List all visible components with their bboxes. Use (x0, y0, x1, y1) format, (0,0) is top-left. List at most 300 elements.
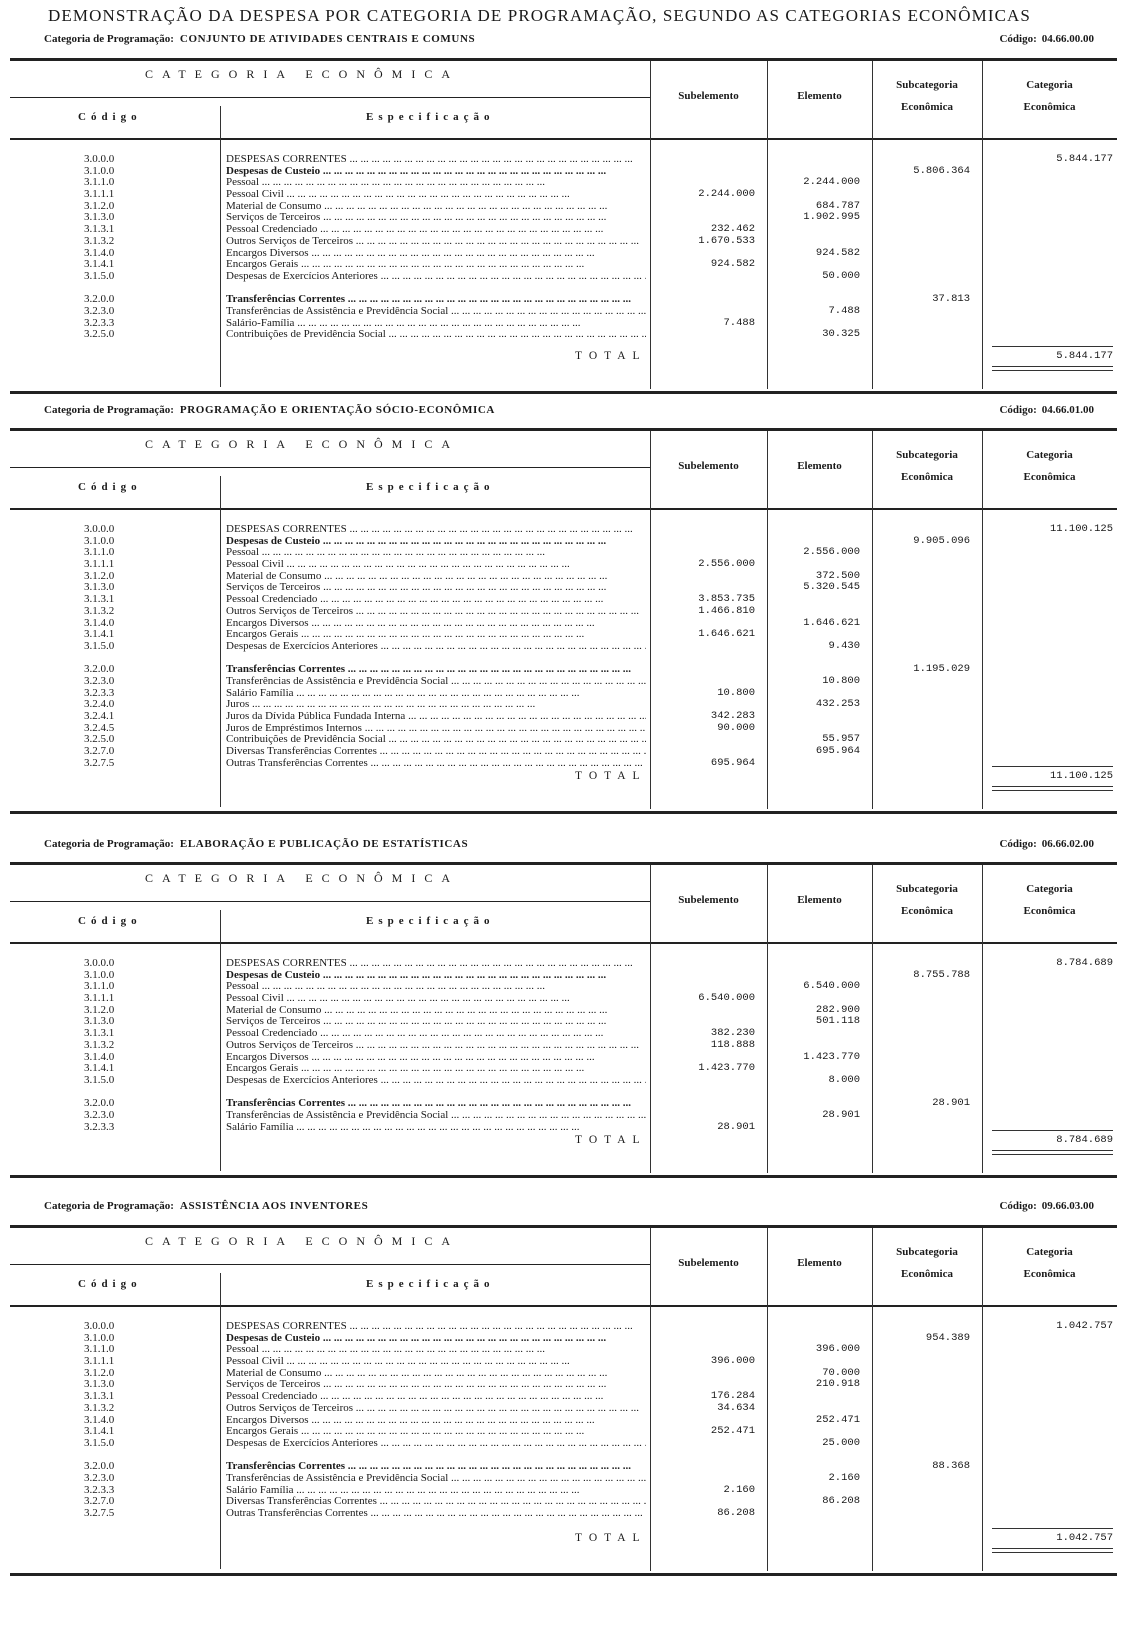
table-row (10, 641, 1117, 653)
cell-specification-text: Despesas de Exercícios Anteriores (226, 270, 378, 282)
cell-code: 3.2.7.5 (84, 756, 115, 769)
cell-specification (226, 271, 646, 283)
cell-specification-text: Despesas de Exercícios Anteriores (226, 640, 378, 652)
program-code-value: 04.66.01.00 (1041, 404, 1094, 416)
cell-subcategoria: 1.195.029 (913, 663, 970, 676)
cell-elemento: 432.253 (815, 698, 860, 711)
cell-specification (226, 294, 646, 306)
program-category-name: PROGRAMAÇÃO E ORIENTAÇÃO SÓCIO-ECONÔMICA (179, 404, 495, 416)
table-row (10, 248, 1117, 260)
table-row (10, 1344, 1117, 1356)
table-row (10, 676, 1117, 688)
table-row (10, 1368, 1117, 1380)
rule-bottom (10, 1573, 1117, 1576)
table-row (10, 177, 1117, 189)
cell-specification-text: Encargos Gerais (226, 629, 299, 641)
header-subcategoria (872, 1241, 982, 1285)
cell-elemento: 501.118 (815, 1015, 860, 1028)
cell-specification (226, 559, 646, 571)
program-code-value: 09.66.03.00 (1041, 1200, 1094, 1212)
cell-specification (226, 166, 646, 178)
cell-specification (226, 201, 646, 213)
cell-specification (226, 1321, 646, 1333)
table-row (10, 547, 1117, 559)
cell-code: 3.1.0.0 (84, 534, 115, 547)
cell-code: 3.1.3.0 (84, 581, 115, 594)
cell-specification (226, 1473, 646, 1485)
cell-code: 3.2.4.5 (84, 721, 115, 734)
cell-code: 3.1.3.1 (84, 223, 115, 236)
cell-code: 3.2.5.0 (84, 733, 115, 746)
cell-elemento: 684.787 (815, 199, 860, 212)
table-row (10, 571, 1117, 583)
cell-subelemento: 924.582 (710, 258, 755, 271)
cell-code: 3.1.4.0 (84, 1413, 115, 1426)
header-subcategoria-line1: Subcategoria (896, 883, 958, 895)
header-categoria-line2: Econômica (1023, 471, 1076, 483)
header-categoria (982, 74, 1117, 118)
cell-specification (226, 746, 646, 758)
cell-code: 3.2.0.0 (84, 1097, 115, 1110)
cell-specification-text: Juros (226, 699, 250, 711)
table-body (10, 1321, 1117, 1520)
table-row (10, 582, 1117, 594)
section-table (10, 428, 1117, 814)
cell-code: 3.2.0.0 (84, 1460, 115, 1473)
cell-specification-text: Transferências Correntes (226, 294, 346, 306)
total-rule-top (992, 1130, 1113, 1131)
cell-specification-text: Pessoal (226, 547, 259, 559)
table-row (10, 166, 1117, 178)
table-row (10, 536, 1117, 548)
table-row (10, 524, 1117, 536)
cell-elemento: 8.000 (828, 1073, 860, 1086)
header-categoria-line2: Econômica (1023, 1268, 1076, 1280)
cell-specification-text: Encargos Gerais (226, 1063, 299, 1075)
cell-code: 3.2.7.0 (84, 745, 115, 758)
rule-header-bottom (10, 138, 1117, 140)
table-row (10, 1438, 1117, 1450)
total-rule-double-2 (992, 1154, 1113, 1155)
cell-specification (226, 1016, 646, 1028)
cell-elemento: 86.208 (822, 1495, 860, 1508)
cell-specification-text: Diversas Transferências Correntes (226, 1496, 377, 1508)
cell-code: 3.1.1.0 (84, 176, 115, 189)
table-row (10, 958, 1117, 970)
cell-elemento: 695.964 (815, 745, 860, 758)
cell-specification (226, 1052, 646, 1064)
header-categoria (982, 444, 1117, 488)
header-codigo: Código (78, 111, 142, 123)
cell-code: 3.2.3.0 (84, 1471, 115, 1484)
table-row (10, 1485, 1117, 1497)
cell-elemento: 2.244.000 (803, 176, 860, 189)
table-row (10, 1016, 1117, 1028)
cell-elemento: 252.471 (815, 1413, 860, 1426)
table-row (10, 1052, 1117, 1064)
table-row (10, 699, 1117, 711)
cell-code: 3.1.1.1 (84, 188, 115, 201)
cell-elemento: 9.430 (828, 639, 860, 652)
cell-elemento: 30.325 (822, 328, 860, 341)
cell-specification-text: Pessoal Civil (226, 559, 284, 571)
cell-code: 3.2.0.0 (84, 663, 115, 676)
cell-specification-text: Salário Família (226, 1121, 294, 1133)
cell-specification (226, 1122, 646, 1134)
cell-specification (226, 734, 646, 746)
table-row (10, 294, 1117, 306)
header-subelemento: Subelemento (678, 1257, 739, 1269)
table-row (10, 306, 1117, 318)
rule-category-under (10, 97, 650, 98)
cell-specification-text: DESPESAS CORRENTES (226, 154, 347, 165)
cell-code: 3.1.3.0 (84, 211, 115, 224)
header-categoria-economica: CATEGORIA ECONÔMICA (145, 437, 460, 451)
table-row (10, 271, 1117, 283)
cell-elemento: 50.000 (822, 269, 860, 282)
cell-code: 3.0.0.0 (84, 1320, 115, 1332)
cell-specification (226, 1426, 646, 1438)
header-subcategoria-line2: Econômica (901, 471, 953, 483)
cell-elemento: 924.582 (815, 246, 860, 259)
rule-bottom (10, 1175, 1117, 1178)
cell-specification-text: Despesas de Exercícios Anteriores (226, 1074, 378, 1086)
cell-specification (226, 1028, 646, 1040)
table-row (10, 1063, 1117, 1075)
cell-subelemento: 86.208 (717, 1507, 755, 1519)
cell-specification-text: Transferências Correntes (226, 1098, 346, 1110)
cell-code: 3.2.4.0 (84, 698, 115, 711)
program-category-label (44, 838, 468, 850)
cell-specification-text: Despesas de Custeio (226, 165, 321, 177)
program-category-name: CONJUNTO DE ATIVIDADES CENTRAIS E COMUNS (179, 33, 476, 45)
table-row (10, 981, 1117, 993)
cell-code: 3.2.7.0 (84, 1495, 115, 1508)
cell-specification-text: Juros de Empréstimos Internos (226, 722, 362, 734)
cell-code: 3.2.4.1 (84, 710, 115, 722)
table-row (10, 1098, 1117, 1110)
cell-specification-text: Pessoal Civil (226, 993, 284, 1005)
table-row (10, 1391, 1117, 1403)
cell-code: 3.1.4.1 (84, 258, 115, 271)
cell-specification-text: Transferências Correntes (226, 664, 346, 676)
table-row (10, 1461, 1117, 1473)
cell-specification (226, 1098, 646, 1110)
cell-specification (226, 154, 646, 166)
total-rule-double-2 (992, 790, 1113, 791)
cell-specification-text: Pessoal Civil (226, 1356, 284, 1368)
cell-code: 3.1.1.1 (84, 558, 115, 571)
header-subcategoria-line2: Econômica (901, 1268, 953, 1280)
header-especificacao: Especificação (366, 481, 495, 493)
cell-subelemento: 3.853.735 (698, 593, 755, 606)
cell-specification (226, 329, 646, 341)
cell-specification (226, 259, 646, 271)
cell-code: 3.1.2.0 (84, 199, 115, 212)
cell-subelemento: 2.160 (723, 1483, 755, 1496)
cell-specification (226, 1496, 646, 1508)
table-row (10, 664, 1117, 676)
program-category-prefix: Categoria de Programação: (44, 404, 174, 416)
cell-specification (226, 189, 646, 201)
cell-specification (226, 212, 646, 224)
section-header (44, 1200, 1094, 1216)
header-codigo: Código (78, 1278, 142, 1290)
cell-code: 3.1.5.0 (84, 269, 115, 282)
cell-specification-text: Transferências de Assistência e Previdência Social (226, 675, 449, 687)
cell-subelemento: 2.556.000 (698, 558, 755, 571)
total-rule-top (992, 1528, 1113, 1529)
cell-subelemento: 34.634 (717, 1401, 755, 1414)
cell-specification-text: Pessoal Credenciado (226, 1391, 318, 1403)
cell-specification-text: Despesas de Custeio (226, 535, 321, 547)
table-row (10, 1333, 1117, 1345)
program-code (999, 1200, 1094, 1212)
cell-elemento: 2.556.000 (803, 546, 860, 559)
cell-subelemento: 1.423.770 (698, 1062, 755, 1075)
program-code-prefix: Código: (999, 33, 1037, 45)
section-header (44, 838, 1094, 854)
cell-specification (226, 1415, 646, 1427)
cell-specification (226, 1356, 646, 1368)
cell-specification-text: DESPESAS CORRENTES (226, 958, 347, 969)
header-especificacao: Especificação (366, 1278, 495, 1290)
total-rule-double-1 (992, 1548, 1113, 1549)
cell-subelemento: 28.901 (717, 1120, 755, 1133)
table-row (10, 224, 1117, 236)
table-body (10, 154, 1117, 341)
cell-code: 3.1.4.1 (84, 1062, 115, 1075)
cell-specification-text: Encargos Diversos (226, 247, 309, 259)
header-subcategoria-line1: Subcategoria (896, 79, 958, 91)
table-row (10, 746, 1117, 758)
cell-specification-text: Encargos Diversos (226, 1414, 309, 1426)
header-categoria (982, 1241, 1117, 1285)
cell-specification-text: Outros Serviços de Terceiros (226, 1039, 354, 1051)
header-subcategoria-line1: Subcategoria (896, 1246, 958, 1258)
cell-specification (226, 958, 646, 970)
header-categoria-line1: Categoria (1026, 883, 1073, 895)
cell-specification (226, 981, 646, 993)
table-body (10, 958, 1117, 1133)
cell-subcategoria: 9.905.096 (913, 534, 970, 547)
cell-specification (226, 236, 646, 248)
table-body (10, 524, 1117, 769)
cell-specification (226, 248, 646, 260)
total-value: 8.784.689 (1056, 1134, 1113, 1146)
program-code-prefix: Código: (999, 1200, 1037, 1212)
cell-code: 3.1.0.0 (84, 1331, 115, 1344)
cell-specification-text: Serviços de Terceiros (226, 582, 321, 594)
table-row (10, 1110, 1117, 1122)
cell-specification-text: Salário Família (226, 687, 294, 699)
cell-code: 3.1.3.0 (84, 1378, 115, 1391)
program-code-prefix: Código: (999, 838, 1037, 850)
program-category-name: ASSISTÊNCIA AOS INVENTORES (179, 1200, 369, 1212)
cell-categoria: 8.784.689 (1056, 957, 1113, 969)
cell-subelemento: 1.646.621 (698, 628, 755, 641)
cell-code: 3.1.5.0 (84, 1073, 115, 1086)
header-elemento: Elemento (797, 460, 842, 472)
cell-specification (226, 1063, 646, 1075)
cell-elemento: 1.423.770 (803, 1050, 860, 1063)
table-row (10, 1473, 1117, 1485)
table-row (10, 1075, 1117, 1087)
cell-categoria: 1.042.757 (1056, 1320, 1113, 1332)
table-row (10, 1415, 1117, 1427)
cell-specification-text: Outros Serviços de Terceiros (226, 1402, 354, 1414)
rule-top (10, 58, 1117, 61)
cell-specification (226, 1333, 646, 1345)
cell-elemento: 10.800 (822, 674, 860, 687)
cell-specification (226, 571, 646, 583)
cell-code: 3.1.1.0 (84, 980, 115, 993)
cell-subcategoria: 88.368 (932, 1460, 970, 1473)
cell-code: 3.2.3.0 (84, 1108, 115, 1121)
table-row (10, 618, 1117, 630)
rule-category-under (10, 1264, 650, 1265)
cell-code: 3.2.3.3 (84, 686, 115, 699)
cell-specification-text: Serviços de Terceiros (226, 212, 321, 224)
cell-specification (226, 1403, 646, 1415)
cell-elemento: 5.320.545 (803, 581, 860, 594)
table-row (10, 970, 1117, 982)
header-subcategoria (872, 878, 982, 922)
program-category-label (44, 1200, 368, 1212)
cell-elemento: 372.500 (815, 569, 860, 582)
cell-code: 3.1.2.0 (84, 569, 115, 582)
table-row (10, 329, 1117, 341)
total-value: 5.844.177 (1056, 350, 1113, 362)
total-rule-double-2 (992, 1552, 1113, 1553)
cell-specification (226, 723, 646, 735)
cell-subelemento: 382.230 (710, 1027, 755, 1040)
cell-code: 3.1.1.0 (84, 546, 115, 559)
table-row (10, 236, 1117, 248)
cell-specification (226, 699, 646, 711)
cell-subelemento: 90.000 (717, 721, 755, 734)
cell-code: 3.2.3.3 (84, 1483, 115, 1496)
total-label: TOTAL (575, 350, 647, 362)
total-rule-double-1 (992, 1150, 1113, 1151)
cell-specification-text: Despesas de Custeio (226, 969, 321, 981)
page-title: DEMONSTRAÇÃO DA DESPESA POR CATEGORIA DE PROGRAMAÇÃO, SEGUNDO AS CATEGORIAS ECONÔMICAS (48, 6, 1031, 25)
program-category-label (44, 404, 495, 416)
cell-code: 3.0.0.0 (84, 523, 115, 535)
cell-specification (226, 582, 646, 594)
rule-header-bottom (10, 1305, 1117, 1307)
table-row (10, 559, 1117, 571)
cell-specification (226, 711, 646, 723)
table-row (10, 1321, 1117, 1333)
header-especificacao: Especificação (366, 915, 495, 927)
cell-subelemento: 2.244.000 (698, 188, 755, 201)
cell-elemento: 282.900 (815, 1003, 860, 1016)
table-row (10, 1508, 1117, 1520)
cell-specification (226, 1110, 646, 1122)
cell-elemento: 28.901 (822, 1108, 860, 1121)
cell-specification-text: Juros da Dívida Pública Fundada Interna (226, 711, 406, 722)
cell-specification (226, 177, 646, 189)
cell-code: 3.2.5.0 (84, 328, 115, 341)
table-row (10, 1426, 1117, 1438)
cell-specification (226, 606, 646, 618)
cell-subelemento: 7.488 (723, 316, 755, 329)
cell-specification-text: Transferências de Assistência e Previdência Social (226, 1472, 449, 1484)
cell-specification-text: Serviços de Terceiros (226, 1379, 321, 1391)
section-table (10, 58, 1117, 394)
cell-specification (226, 547, 646, 559)
cell-specification (226, 1391, 646, 1403)
cell-specification-text: Pessoal Civil (226, 189, 284, 201)
cell-specification-text: Despesas de Exercícios Anteriores (226, 1437, 378, 1449)
table-row (10, 993, 1117, 1005)
total-value: 1.042.757 (1056, 1532, 1113, 1544)
header-elemento: Elemento (797, 90, 842, 102)
cell-code: 3.1.3.2 (84, 604, 115, 617)
program-category-prefix: Categoria de Programação: (44, 1200, 174, 1212)
section-header (44, 33, 1094, 49)
rule-category-under (10, 467, 650, 468)
total-rule-top (992, 346, 1113, 347)
cell-specification-text: Contribuições de Previdência Social (226, 734, 386, 746)
cell-code: 3.1.1.1 (84, 1355, 115, 1368)
cell-specification (226, 1379, 646, 1391)
table-row (10, 1356, 1117, 1368)
program-code-value: 04.66.00.00 (1041, 33, 1094, 45)
cell-elemento: 6.540.000 (803, 980, 860, 993)
cell-specification-text: DESPESAS CORRENTES (226, 1321, 347, 1332)
cell-code: 3.1.4.1 (84, 628, 115, 641)
cell-specification-text: Outros Serviços de Terceiros (226, 235, 354, 247)
cell-code: 3.1.4.1 (84, 1425, 115, 1438)
table-row (10, 201, 1117, 213)
program-code-value: 06.66.02.00 (1041, 838, 1094, 850)
rule-header-bottom (10, 508, 1117, 510)
table-row (10, 154, 1117, 166)
cell-specification (226, 1075, 646, 1087)
cell-specification-text: Contribuições de Previdência Social (226, 329, 386, 341)
program-category-prefix: Categoria de Programação: (44, 33, 174, 45)
cell-specification-text: Pessoal (226, 981, 259, 993)
cell-specification-text: Pessoal Credenciado (226, 1028, 318, 1040)
cell-code: 3.1.5.0 (84, 1436, 115, 1449)
table-row (10, 594, 1117, 606)
cell-specification (226, 1485, 646, 1497)
total-label: TOTAL (575, 770, 647, 782)
cell-specification-text: Despesas de Custeio (226, 1332, 321, 1344)
cell-subelemento: 396.000 (710, 1355, 755, 1368)
cell-specification (226, 629, 646, 641)
cell-specification-text: Salário Família (226, 1484, 294, 1496)
rule-top (10, 428, 1117, 431)
cell-specification (226, 676, 646, 688)
program-category-label (44, 33, 475, 45)
cell-subcategoria: 5.806.364 (913, 164, 970, 177)
rule-top (10, 862, 1117, 865)
cell-subcategoria: 28.901 (932, 1097, 970, 1110)
header-categoria (982, 878, 1117, 922)
cell-subelemento: 695.964 (710, 756, 755, 769)
cell-specification (226, 641, 646, 653)
cell-specification (226, 1438, 646, 1450)
cell-specification-text: Material de Consumo (226, 570, 322, 582)
cell-specification-text: Encargos Diversos (226, 1051, 309, 1063)
cell-elemento: 2.160 (828, 1471, 860, 1484)
cell-code: 3.1.1.0 (84, 1343, 115, 1356)
total-rule-top (992, 766, 1113, 767)
cell-specification (226, 318, 646, 330)
